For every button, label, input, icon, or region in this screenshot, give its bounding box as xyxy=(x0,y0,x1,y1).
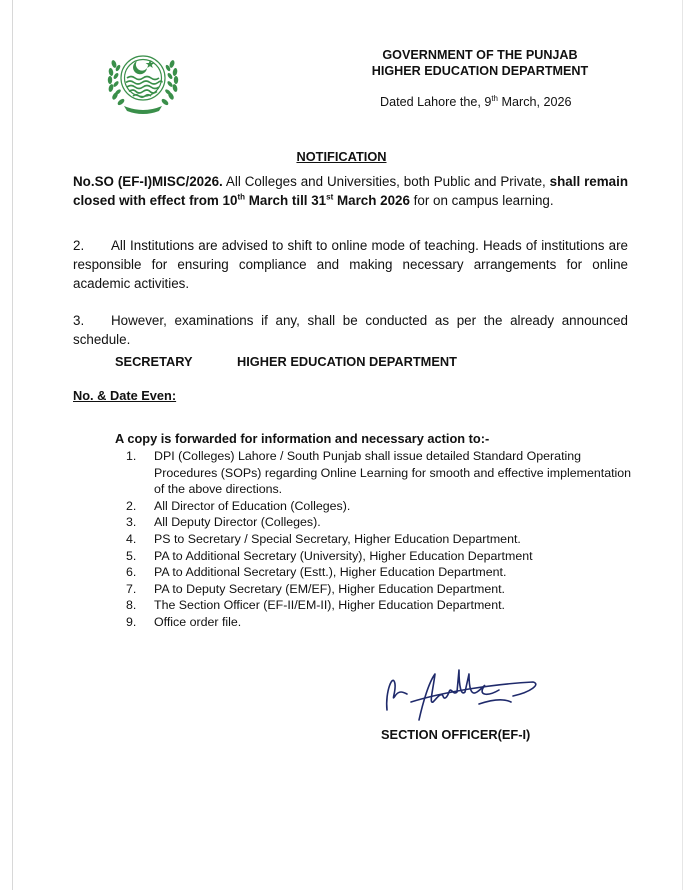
list-item-text: All Director of Education (Colleges). xyxy=(154,498,351,513)
list-item-number: 4. xyxy=(126,531,137,546)
list-item-number: 1. xyxy=(126,449,137,463)
list-item-text: PA to Deputy Secretary (EM/EF), Higher Education Department. xyxy=(154,581,505,596)
list-item-text: DPI (Colleges) Lahore / South Punjab shall issue detailed Standard Operating Procedures (SOPs) regarding Online Learning for smooth and effective implementation of the above directions. xyxy=(154,449,632,497)
p1-text-2: for on campus learning. xyxy=(409,193,554,209)
list-item-number: 9. xyxy=(126,614,137,629)
notification-ref: No.SO (EF-I)MISC/2026. xyxy=(73,174,223,189)
list-item-text: All Deputy Director (Colleges). xyxy=(154,515,321,530)
government-header xyxy=(330,47,630,79)
copy-forwarded-heading: A copy is forwarded for information and necessary action to:- xyxy=(115,431,490,446)
notification-title: NOTIFICATION xyxy=(296,149,387,164)
p1-bold-1: shall remain closed with effect from 10 xyxy=(73,174,629,209)
secretary-line xyxy=(115,354,457,369)
p1-sup-1: th xyxy=(237,192,246,202)
p1-bold-3: March 2026 xyxy=(333,193,410,209)
list-item-text: PS to Secretary / Special Secretary, Higher Education Department. xyxy=(154,531,521,546)
p1-sup-2: st xyxy=(326,192,334,202)
p2-number: 2. xyxy=(73,238,85,253)
list-item xyxy=(115,448,635,498)
paragraph-1 xyxy=(73,172,628,210)
list-item-number: 2. xyxy=(126,498,137,513)
list-item-number: 3. xyxy=(126,515,137,530)
list-item-number: 7. xyxy=(126,581,137,596)
no-date-even: No. & Date Even: xyxy=(73,388,177,403)
dated-suffix: March, 2026 xyxy=(498,95,572,109)
p1-text-1: All Colleges and Universities, both Public and Private, xyxy=(222,174,550,189)
distribution-list xyxy=(115,448,635,631)
handwritten-signature xyxy=(383,662,543,722)
list-item xyxy=(115,514,635,531)
dated-line xyxy=(380,95,572,109)
paragraph-2 xyxy=(73,236,628,294)
p1-bold-2: March till 31 xyxy=(245,193,327,209)
gov-line-1: GOVERNMENT OF THE PUNJAB xyxy=(382,48,578,62)
list-item-text: PA to Additional Secretary (University), Higher Education Department xyxy=(154,548,533,563)
punjab-emblem-logo xyxy=(100,44,186,116)
list-item xyxy=(115,548,635,565)
department-label: HIGHER EDUCATION DEPARTMENT xyxy=(237,354,457,369)
list-item-text: Office order file. xyxy=(154,614,242,629)
section-officer-label: SECTION OFFICER(EF-I) xyxy=(381,727,531,742)
list-item-number: 5. xyxy=(126,548,137,563)
gov-line-2: HIGHER EDUCATION DEPARTMENT xyxy=(371,64,589,78)
dated-sup: th xyxy=(491,93,498,103)
list-item xyxy=(115,564,635,581)
list-item xyxy=(115,581,635,598)
list-item-number: 8. xyxy=(126,598,137,613)
list-item xyxy=(115,614,635,631)
p3-number: 3. xyxy=(73,313,85,328)
list-item-text: PA to Additional Secretary (Estt.), Higher Education Department. xyxy=(154,565,507,580)
dated-prefix: Dated Lahore the, 9 xyxy=(380,95,492,109)
list-item-number: 6. xyxy=(126,565,137,580)
list-item xyxy=(115,531,635,548)
p2-text: All Institutions are advised to shift to online mode of teaching. Heads of institutions are responsible for ensuring compliance and making necessary arrangements for online academic activities. xyxy=(73,238,628,292)
list-item xyxy=(115,498,635,515)
list-item xyxy=(115,597,635,614)
secretary-label: SECRETARY xyxy=(115,354,193,369)
p3-text: However, examinations if any, shall be conducted as per the already announced schedule. xyxy=(73,313,628,348)
paragraph-3 xyxy=(73,311,628,349)
list-item-text: The Section Officer (EF-II/EM-II), Higher Education Department. xyxy=(154,598,505,613)
